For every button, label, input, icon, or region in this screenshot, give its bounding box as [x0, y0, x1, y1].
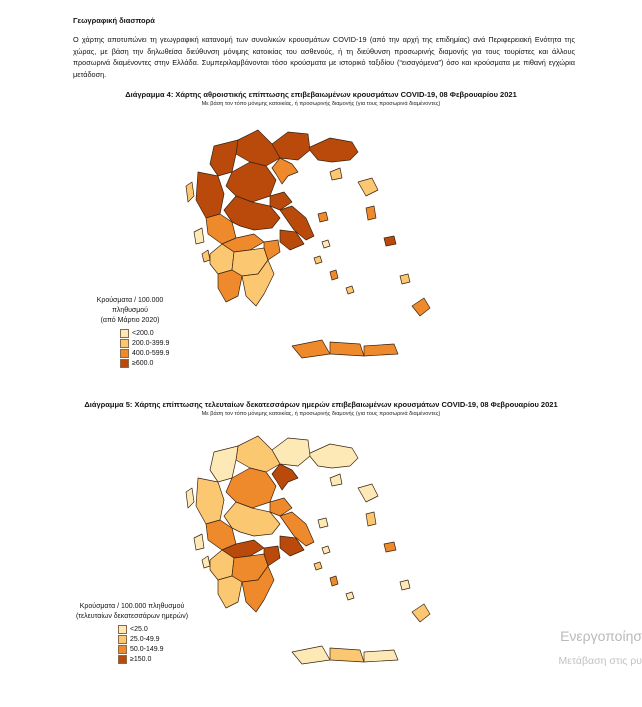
region-cyclades-2 [330, 270, 338, 280]
region-lesvos [358, 178, 378, 196]
region-thessaly [226, 162, 276, 202]
legend-subtitle: (από Μάρτιο 2020) [100, 317, 160, 324]
region-crete-central [330, 342, 364, 356]
region-crete-central [330, 648, 364, 662]
region-cyclades-1 [314, 256, 322, 264]
legend-label: 400.0-599.9 [132, 350, 170, 357]
region-epirus [196, 478, 224, 524]
legend-swatch [118, 655, 127, 664]
legend-swatch [118, 635, 127, 644]
legend-title: Κρούσματα / 100.000 πληθυσμού [96, 297, 164, 314]
figure-4-title: Διάγραμμα 4: Χάρτης αθροιστικής επίπτωσης επιβεβαιωμένων κρουσμάτων COVID-19, 08 Φεβρουαρίου 2021 [125, 90, 517, 99]
region-cyclades-3 [346, 592, 354, 600]
legend-swatch [120, 349, 129, 358]
region-samos [384, 236, 396, 246]
section-heading: Γεωγραφική διασπορά [73, 16, 155, 25]
legend-item [118, 655, 192, 664]
legend-swatch [120, 359, 129, 368]
legend-item [120, 339, 180, 348]
legend-swatch [118, 625, 127, 634]
legend-label: <200.0 [132, 330, 154, 337]
figure-4-legend [80, 296, 180, 368]
figure-5-legend [72, 602, 192, 664]
region-kefalonia [194, 534, 204, 550]
region-thrace [308, 444, 358, 468]
region-crete-east [364, 650, 398, 662]
region-cyclades-1 [314, 562, 322, 570]
region-crete-east [364, 344, 398, 356]
region-central-macedonia [236, 436, 280, 472]
region-corfu [186, 182, 194, 202]
region-epirus [196, 172, 224, 218]
region-cyclades-4 [322, 240, 330, 248]
region-chios [366, 512, 376, 526]
figure-4-subtitle: Με βάση τον τόπο μόνιμης κατοικίας, ή προσωρινής διαμονής (για τους προσωρινά διαμένοντες) [201, 101, 441, 107]
region-cyclades-3 [346, 286, 354, 294]
region-dodecanese-2 [412, 298, 430, 316]
region-chios [366, 206, 376, 220]
legend-item [118, 625, 192, 634]
region-central-macedonia [236, 130, 280, 166]
legend-swatch [118, 645, 127, 654]
region-crete-west [292, 646, 330, 664]
legend-item [120, 349, 180, 358]
region-thrace [308, 138, 358, 162]
legend-item [118, 635, 192, 644]
legend-swatch [120, 339, 129, 348]
figure-5-subtitle: Με βάση τον τόπο μόνιμης κατοικίας, ή προσωρινής διαμονής (για τους προσωρινά διαμένοντες) [201, 411, 441, 417]
region-cyclades-2 [330, 576, 338, 586]
intro-paragraph: Ο χάρτης αποτυπώνει τη γεωγραφική κατανομή των συνολικών κρουσμάτων COVID-19 (από την αρχή της επιδημίας) ανά Περιφερειακή Ενότητα της χώρας, με βάση την δηλωθείσα διεύθυνση μόνιμης κατοικίας του ασθενούς, ή τη διεύθυνση προσωρινής διαμονής για τους τουρίστες και άλλους προσωρινά διαμένοντες στην Ελλάδα. Συμπεριλαμβάνονται τόσο κρούσματα με ιστορικό ταξιδίου (“εισαγόμενα”) όσο και κρούσματα με πιθανή εγχώρια μετάδοση. [73, 35, 575, 79]
legend-item [118, 645, 192, 654]
region-thessaly [226, 468, 276, 508]
region-skyros [318, 212, 328, 222]
region-limnos [330, 168, 342, 180]
region-crete-west [292, 340, 330, 358]
legend-item [120, 359, 180, 368]
legend-swatch [120, 329, 129, 338]
region-dodecanese-1 [400, 274, 410, 284]
region-skyros [318, 518, 328, 528]
activation-watermark: Ενεργοποίησ [560, 628, 642, 644]
region-corfu [186, 488, 194, 508]
region-dodecanese-1 [400, 580, 410, 590]
legend-label: ≥600.0 [132, 360, 154, 367]
activation-watermark-sub: Μετάβαση στις ρυ [558, 655, 642, 667]
legend-label: ≥150.0 [130, 656, 152, 663]
region-lesvos [358, 484, 378, 502]
region-kefalonia [194, 228, 204, 244]
legend-item [120, 329, 180, 338]
greece-map-cumulative [180, 110, 460, 380]
legend-label: 200.0-399.9 [132, 340, 170, 347]
region-zakynthos [202, 250, 210, 262]
region-samos [384, 542, 396, 552]
region-zakynthos [202, 556, 210, 568]
greece-map-14day [180, 416, 460, 686]
region-cyclades-4 [322, 546, 330, 554]
region-dodecanese-2 [412, 604, 430, 622]
region-messinia [218, 576, 242, 608]
legend-subtitle: (τελευταίων δεκατεσσάρων ημερών) [75, 613, 189, 620]
legend-label: 25.0-49.9 [130, 636, 160, 643]
figure-5-title: Διάγραμμα 5: Χάρτης επίπτωσης τελευταίων δεκατεσσάρων ημερών επιβεβαιωμένων κρουσμάτων COVID-19, 08 Φεβρουαρίου 2021 [84, 400, 558, 409]
region-limnos [330, 474, 342, 486]
region-messinia [218, 270, 242, 302]
legend-label: 50.0-149.9 [130, 646, 164, 653]
legend-label: <25.0 [130, 626, 148, 633]
legend-title: Κρούσματα / 100.000 πληθυσμού [79, 603, 185, 610]
